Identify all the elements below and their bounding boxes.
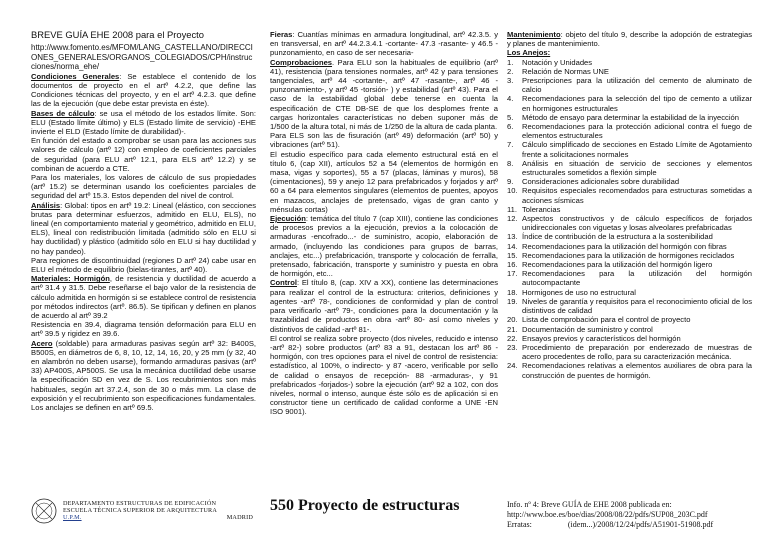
paragraph-ejecucion: Ejecución: temática del título 7 (cap XIII), contiene las condiciones de procesos previos a la ejecución, previos a la colocación de armaduras -encofrado...- de suministro, acopio, elaboración de armado, (incluyendo las condiciones para grupos de barras, anclajes, etc...) prefabricación, transporte y colocación de ferralla, pretensado, fabricación, transporte y suministro y puesta en obra de hormigón, etc... bbox=[270, 214, 498, 279]
anexo-text: Tolerancias bbox=[522, 204, 561, 214]
anexo-number: 20. bbox=[507, 315, 518, 325]
anexo-item bbox=[507, 232, 752, 241]
anexo-text: Recomendaciones para la protección adicional contra el fuego de elementos estructurales bbox=[522, 122, 752, 141]
etsam-logo-icon bbox=[31, 498, 57, 524]
anexo-item bbox=[507, 315, 752, 324]
anexo-text: Recomendaciones para la utilización del hormigón con fibras bbox=[522, 241, 727, 251]
column-3 bbox=[507, 30, 752, 380]
anexo-item bbox=[507, 334, 752, 343]
anexo-number: 6. bbox=[507, 122, 514, 132]
anexo-item bbox=[507, 76, 752, 94]
course-title: 550 Proyecto de estructuras bbox=[270, 497, 460, 514]
paragraph-acero: Acero (soldable) para armaduras pasivas según artº 32: B400S, B500S, en diámetros de 6, 8, 10, 12, 14, 16, 20, y 25 mm (y 32, 40 en alambrón no deben usarse), formando armaduras pasivas (artº 33) AP400S, AP500S. Se usa la mecánica ductilidad debe usarse la especificación SD en vez de S. Los recubrimientos son más habituales, según art 37.2.4, son de 30 o más mm. La clase de exposición y el recubrimiento son especificaciones fundamentales. Los anclajes se definen en artº 69.5. bbox=[31, 338, 256, 413]
anexo-number: 9. bbox=[507, 177, 514, 187]
anexo-text: Relación de Normas UNE bbox=[522, 66, 609, 76]
anexo-item bbox=[507, 288, 752, 297]
paragraph-acciones: En función del estado a comprobar se usan para las acciones sus valores de cálculo (artº 12) con empleo de coeficientes parciales de seguridad (para ELU artº 12.1, para ELS artº 12.2) y se combinan de acuerdo a CTE. bbox=[31, 136, 256, 173]
anexo-number: 5. bbox=[507, 112, 514, 122]
anexo-text: Ensayos previos y característicos del hormigón bbox=[522, 333, 681, 343]
document-title: BREVE GUÍA EHE 2008 para el Proyecto bbox=[31, 29, 205, 40]
anexo-number: 16. bbox=[507, 260, 518, 270]
anexo-number: 22. bbox=[507, 333, 518, 343]
paragraph-mantenimiento: Mantenimiento: objeto del título 9, describe la adopción de estrategias y planes de mantenimiento. bbox=[507, 30, 752, 49]
anexo-item bbox=[507, 269, 752, 287]
anexo-text: Lista de comprobación para el control de proyecto bbox=[522, 315, 691, 325]
anexo-text: Consideraciones adicionales sobre durabilidad bbox=[522, 177, 680, 187]
school-name: ESCUELA TÉCNICA SUPERIOR DE ARQUITECTURA bbox=[63, 507, 217, 514]
city-label: MADRID bbox=[226, 514, 253, 521]
anexo-text: Recomendaciones para la utilización del hormigón ligero bbox=[522, 260, 713, 270]
anexo-item bbox=[507, 58, 752, 67]
anexo-number: 15. bbox=[507, 250, 518, 260]
anexo-text: Documentación de suministro y control bbox=[522, 324, 653, 334]
anexo-number: 23. bbox=[507, 342, 518, 352]
anexo-text: Niveles de garantía y requisitos para el reconocimiento oficial de los distintivos de calidad bbox=[522, 296, 752, 316]
source-url[interactable]: http://www.fomento.es/MFOM/LANG_CASTELLANO/DIRECCIONES_GENERALES/ORGANOS_COLEGIADOS/CPH/instrucciones/norma_ehe/ bbox=[31, 43, 253, 72]
anexo-item bbox=[507, 343, 752, 361]
anexo-number: 8. bbox=[507, 158, 514, 168]
anexo-item bbox=[507, 186, 752, 204]
anexo-item bbox=[507, 242, 752, 251]
info-line: Info. nº 4: Breve GUÍA de EHE 2008 publicada en: bbox=[507, 500, 672, 509]
anexos-list bbox=[507, 58, 752, 380]
anexo-item bbox=[507, 325, 752, 334]
anexo-text: Recomendaciones para la utilización del hormigón autocompactante bbox=[522, 269, 752, 288]
department-name: DEPARTAMENTO ESTRUCTURAS DE EDIFICACIÓN bbox=[63, 500, 217, 507]
anexo-number: 7. bbox=[507, 140, 514, 150]
anexo-number: 19. bbox=[507, 296, 518, 306]
anexo-text: Requisitos especiales recomendados para estructuras sometidas a acciones sísmicas bbox=[522, 186, 752, 205]
anexo-text: Recomendaciones para la utilización de hormigones reciclados bbox=[522, 250, 735, 260]
anexos-heading: Los Anejos: bbox=[507, 48, 551, 58]
erratas-line: Erratas: (idem...)/2008/12/24/pdfs/A51901-51908.pdf bbox=[507, 520, 714, 529]
anexo-text: Método de ensayo para determinar la estabilidad de la inyección bbox=[522, 112, 739, 122]
anexo-text: Recomendaciones relativas a elementos auxiliares de obra para la construcción de puentes de hormigón. bbox=[522, 361, 752, 380]
anexo-item bbox=[507, 260, 752, 269]
anexo-text: Procedimiento de preparación por enderezado de muestras de acero procedentes de rollo, para su caracterización mecánica. bbox=[522, 342, 752, 362]
anexo-item bbox=[507, 159, 752, 177]
paragraph-materiales-hormigon: Materiales: Hormigón, de resistencia y ductilidad de acuerdo a artº 31.4 y 31.5. Debe reseñarse el bajo valor de la resistencia de cálculo admitida en hormigón si se establece control de resistencia por métodos indirectos (artº. 86.5). Se tipifican y definen en planos de acuerdo al artº 39.2 bbox=[31, 274, 256, 320]
anexo-text: Cálculo simplificado de secciones en Estado Límite de Agotamiento frente a solicitaciones normales bbox=[522, 140, 752, 159]
paragraph-control: Control: El título 8, (cap. XIV a XX), contiene las determinaciones para realizar el control de la estructura: criterios, definiciones y agentes -artº 78-, condiciones de conformidad y plan de control para verificarlo -artº 79-, condiciones para la documentación y la trazabilidad de productos en obra -artº 80- así como niveles y distintivos de calidad -artº 81-. bbox=[270, 278, 498, 334]
anexo-item bbox=[507, 113, 752, 122]
paragraph-bases-calculo: Bases de cálculo: se usa el método de los estados límite. Son: ELU (Estado límite último) y ELS (Estado límite de servicio) -EHE invierte el ELD (Estado límite de durabilidad)-. bbox=[31, 108, 256, 136]
anexo-number: 17. bbox=[507, 269, 518, 279]
department-info bbox=[63, 500, 253, 521]
anexo-item bbox=[507, 177, 752, 186]
anexo-number: 13. bbox=[507, 232, 518, 242]
anexo-item bbox=[507, 361, 752, 379]
erratas-url[interactable]: (idem...)/2008/12/24/pdfs/A51901-51908.pdf bbox=[567, 520, 714, 529]
anexo-number: 3. bbox=[507, 76, 514, 86]
anexo-text: Prescripciones para la utilización del cemento de aluminato de calcio bbox=[522, 76, 752, 95]
anexo-item bbox=[507, 214, 752, 232]
anexo-number: 4. bbox=[507, 94, 514, 104]
anexo-item bbox=[507, 205, 752, 214]
anexo-text: Aspectos constructivos y de cálculo específicos de forjados unidireccionales con viguetas y losas alveolares prefabricadas bbox=[522, 214, 752, 233]
column-1 bbox=[31, 30, 256, 412]
paragraph-regiones-d: Para regiones de discontinuidad (regiones D artº 24) cabe usar en ELU el método de equilibrio (bielas-tirantes, artº 40). bbox=[31, 255, 256, 274]
paragraph-estudio-especifico: El estudio específico para cada elemento estructural está en el título 6, (cap XII), artículos 52 a 54 (elementos de hormigón en masa, vigas y soportes), 55 a 57 (placas, láminas y muros), 58 (cimentaciones), 59 y anejo 12 para prefabricados y forjados y artº 60 a 64 para elementos singulares (elementos de puentes, apoyos en mazacos, anclajes de pretensado, vigas de gran canto y ménsulas cortas) bbox=[270, 149, 498, 214]
anexo-item bbox=[507, 297, 752, 315]
anexo-text: Hormigones de uso no estructural bbox=[522, 287, 636, 297]
paragraph-comprobaciones: Comprobaciones. Para ELU son la habituales de equilibrio (artº 41), resistencia (para tensiones normales, artº 42 y para tensiones tangenciales, artº 44 -cortante-, artº 47 -rasante-, artº 46 -punzonamiento-, y artº 45 -torsión- ) y estabilidad (artº 43). Para el caso de la estabilidad global debe tenerse en cuenta la especificación de CTE DB-SE de que los desplomes frente a cargas horizontales características no deben suponer más de 1/500 de la altura total, ni más de 1/250 de la altura de cada planta. bbox=[270, 57, 498, 132]
anexo-item bbox=[507, 251, 752, 260]
paragraph-fieras: Fieras: Cuantías mínimas en armadura longitudinal, artº 42.3.5. y en transversal, en artº 44.2.3.4.1 -cortante- 47.3 -rasante- y 46.5 -punzonamiento, en caso de ser necesaria- bbox=[270, 30, 498, 58]
anexo-text: Notación y Unidades bbox=[522, 57, 593, 67]
paragraph-els: Para ELS son las de fisuración (artº 49) deformación (artº 50) y vibraciones (artº 51). bbox=[270, 131, 498, 150]
paragraph-analisis: Análisis: Global: tipos en artº 19.2: Lineal (elástico, con secciones brutas para determinar esfuerzos, admitido en ELU, ELS), no lineal (en comportamiento material y geométrico, admitido en ELU, ELS), lineal con redistribución limitada (admitido sólo en ELU si hay ductilidad) y plástico (admitido sólo en ELU si hay ductilidad y no hay pandeo). bbox=[31, 200, 256, 256]
paragraph-materiales-valores: Para los materiales, los valores de cálculo de sus propiedades (artº 15.2) se determinan usando los coeficientes parciales de seguridad del artº 15.3. Estos dependen del nivel de control. bbox=[31, 172, 256, 201]
anexo-number: 10. bbox=[507, 186, 518, 196]
publication-info bbox=[507, 500, 762, 530]
anexo-item bbox=[507, 67, 752, 76]
anexo-item bbox=[507, 94, 752, 112]
paragraph-resistencia: Resistencia en 39.4, diagrama tensión deformación para ELU en artº 39.5 y rigidez en 39.6. bbox=[31, 320, 256, 339]
anexo-number: 1. bbox=[507, 57, 514, 67]
anexo-text: Índice de contribución de la estructura a la sostenibilidad bbox=[522, 232, 713, 242]
column-2 bbox=[270, 30, 498, 417]
anexo-number: 18. bbox=[507, 287, 518, 297]
paragraph-control-detalle: El control se realiza sobre proyecto (dos niveles, reducido e intenso -artº 82-) sobre productos (artº 83 a 91, destacan los artº 86 -hormigón, con tres opciones para el nivel de control de resistencia: estadístico, al 100%, o indirecto- y 87 -acero, verificable por sello de calidad o ensayos de recepción- 88 -armaduras-, y 91 prefabricados -forjados-) sobre la ejecución (artº 92 a 102, con dos niveles, normal o intenso, aunque éste sólo es de aplicación si en constructor tiene un certificado de calidad conforme a UNE -EN ISO 9001). bbox=[270, 333, 498, 417]
anexo-number: 21. bbox=[507, 324, 518, 334]
anexo-number: 11. bbox=[507, 204, 517, 214]
anexo-item bbox=[507, 140, 752, 158]
anexo-number: 24. bbox=[507, 361, 518, 371]
anexo-text: Recomendaciones para la selección del tipo de cemento a utilizar en hormigones estructurales bbox=[522, 94, 752, 113]
paragraph-condiciones-generales: Condiciones Generales: Se establece el contenido de los documentos de proyecto en el artº 4.2.2, que define las Condiciones técnicas del proyecto, y en el artº 4.2.3. que define las de la ejecución (que debe estar prevista en éste). bbox=[31, 71, 256, 109]
anexo-text: Análisis en situación de servicio de secciones y elementos estructurales sometidos a flexión simple bbox=[522, 158, 752, 178]
upm-link[interactable]: U.P.M. bbox=[63, 514, 82, 521]
boe-url[interactable]: http://www.boe.es/boe/dias/2008/08/22/pdfs/SUP08_203C.pdf bbox=[507, 510, 708, 519]
anexo-item bbox=[507, 122, 752, 140]
anexo-number: 2. bbox=[507, 66, 514, 76]
anexo-number: 14. bbox=[507, 241, 518, 251]
anexo-number: 12. bbox=[507, 214, 518, 224]
